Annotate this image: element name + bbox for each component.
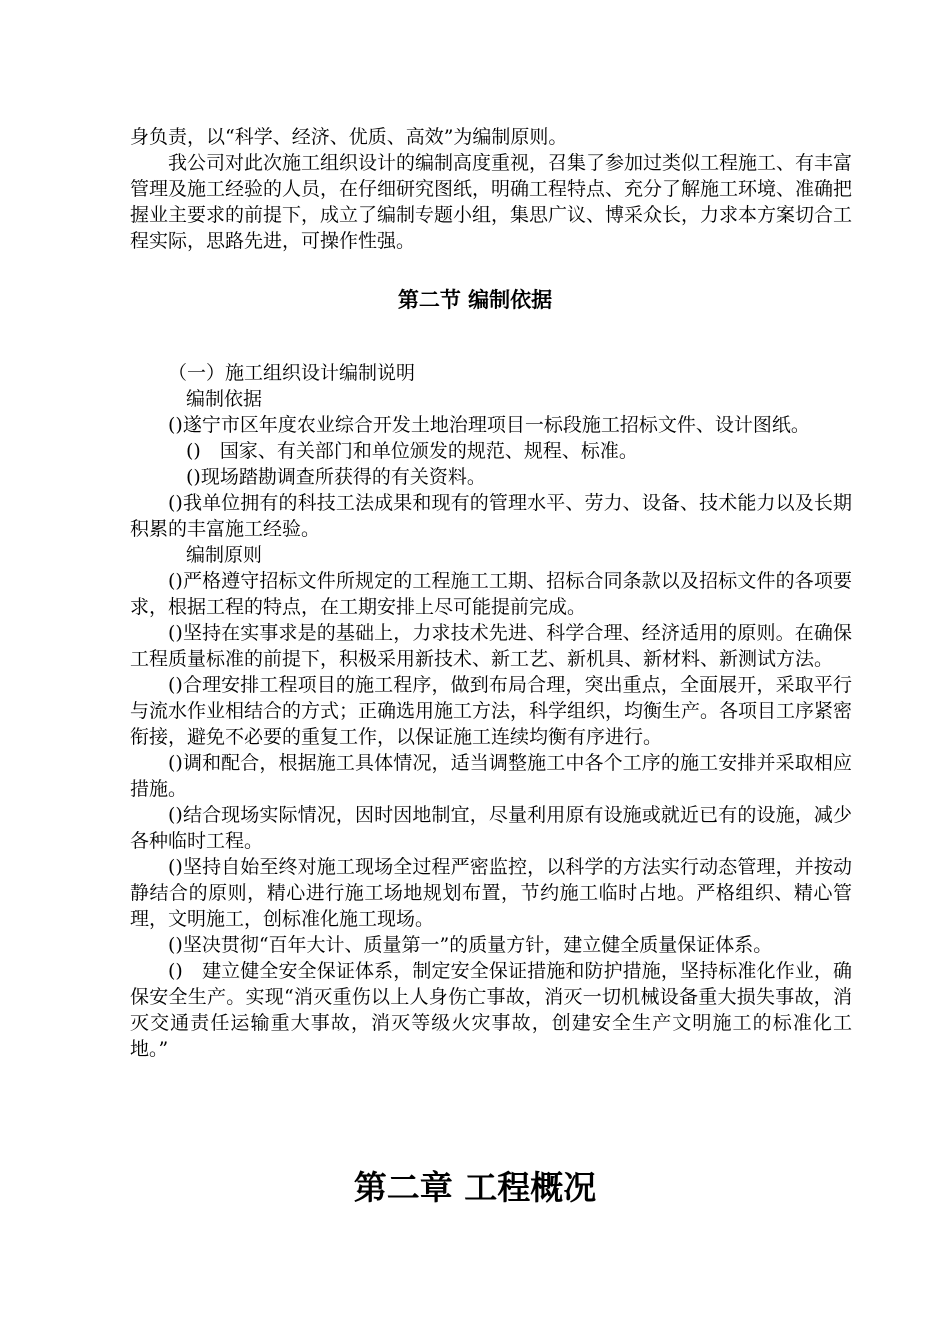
- body-paragraph: () 建立健全安全保证体系，制定安全保证措施和防护措施，坚持标准化作业，确保安全生产。实现“消灭重伤以上人身伤亡事故，消灭一切机械设备重大损失事故，消灭交通责任运输重大事故，消灭等级火灾事故，创建安全生产文明施工的标准化工地。”: [130, 960, 852, 1060]
- body-paragraph: ()坚决贯彻“百年大计、质量第一”的质量方针，建立健全质量保证体系。: [168, 934, 773, 956]
- subheading: 编制原则: [186, 544, 263, 566]
- body-paragraph: ()现场踏勘调查所获得的有关资料。: [186, 466, 486, 488]
- body-paragraph: ()坚持在实事求是的基础上，力求技术先进、科学合理、经济适用的原则。在确保工程质量标准的前提下，积极采用新技术、新工艺、新机具、新材料、新测试方法。: [130, 622, 852, 670]
- intro-paragraph: 身负责，以“科学、经济、优质、高效”为编制原则。: [130, 126, 568, 148]
- body-paragraph: ()结合现场实际情况，因时因地制宜，尽量利用原有设施或就近已有的设施，减少各种临时工程。: [130, 804, 852, 852]
- body-text: [130, 360, 852, 1062]
- body-paragraph: ()遂宁市区年度农业综合开发土地治理项目一标段施工招标文件、设计图纸。: [168, 414, 810, 436]
- body-paragraph: ()合理安排工程项目的施工程序，做到布局合理，突出重点，全面展开，采取平行与流水作业相结合的方式；正确选用施工方法，科学组织，均衡生产。各项目工序紧密衔接，避免不必要的重复工作，以保证施工连续均衡有序进行。: [130, 674, 853, 748]
- body-paragraph: ()我单位拥有的科技工法成果和现有的管理水平、劳力、设备、技术能力以及长期积累的丰富施工经验。: [130, 492, 852, 540]
- section-title: 第二节 编制依据: [397, 288, 553, 312]
- body-paragraph: ()坚持自始至终对施工现场全过程严密监控，以科学的方法实行动态管理，并按动静结合的原则，精心进行施工场地规划布置，节约施工临时占地。严格组织、精心管理，文明施工，创标准化施工现场。: [130, 856, 852, 930]
- subheading: （一）施工组织设计编制说明: [168, 362, 416, 384]
- intro-paragraph: 我公司对此次施工组织设计的编制高度重视，召集了参加过类似工程施工、有丰富管理及施工经验的人员，在仔细研究图纸，明确工程特点、充分了解施工环境、准确把握业主要求的前提下，成立了编制专题小组，集思广议、博采众长，力求本方案切合工程实际，思路先进，可操作性强。: [130, 152, 853, 252]
- chapter-title: 第二章 工程概况: [353, 1168, 597, 1207]
- intro-text: [130, 124, 852, 254]
- body-paragraph: ()严格遵守招标文件所规定的工程施工工期、招标合同条款以及招标文件的各项要求，根据工程的特点，在工期安排上尽可能提前完成。: [130, 570, 852, 618]
- body-paragraph: ()调和配合，根据施工具体情况，适当调整施工中各个工序的施工安排并采取相应措施。: [130, 752, 852, 800]
- body-paragraph: () 国家、有关部门和单位颁发的规范、规程、标准。: [186, 440, 638, 462]
- subheading: 编制依据: [186, 388, 263, 410]
